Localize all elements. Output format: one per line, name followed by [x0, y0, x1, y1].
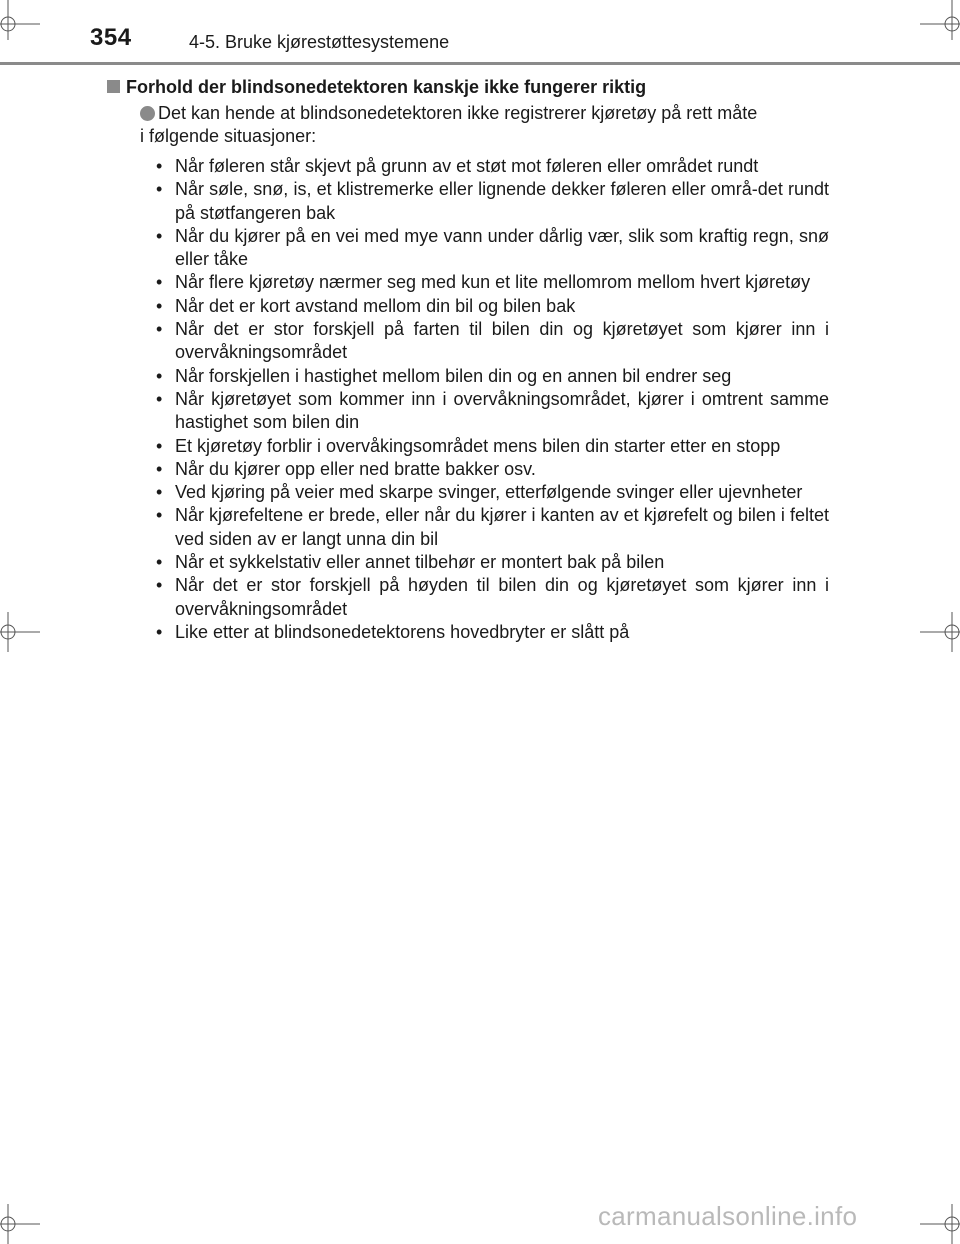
list-item: • Når du kjører opp eller ned bratte bakker osv. — [154, 458, 829, 481]
square-bullet-icon — [107, 80, 120, 93]
section-heading-text: Forhold der blindsonedetektoren kanskje ikke fungerer riktig — [126, 77, 647, 97]
crop-mark-mid-left — [0, 612, 40, 652]
page-number: 354 — [90, 24, 132, 51]
chapter-title: 4-5. Bruke kjørestøttesystemene — [189, 32, 450, 52]
list-item: • Når forskjellen i hastighet mellom bilen din og en annen bil endrer seg — [154, 365, 829, 388]
circle-bullet-icon — [140, 106, 155, 121]
list-item: • Når det er stor forskjell på høyden til bilen din og kjøretøyet som kjører inn i overvåkningsområdet — [154, 574, 829, 621]
header-divider — [0, 62, 960, 65]
intro-paragraph — [140, 102, 830, 148]
list-item: • Når du kjører på en vei med mye vann under dårlig vær, slik som kraftig regn, snø eller tåke — [154, 225, 829, 272]
crop-mark-mid-right — [920, 612, 960, 652]
list-item: • Når det er kort avstand mellom din bil og bilen bak — [154, 295, 829, 318]
list-item: • Like etter at blindsonedetektorens hovedbryter er slått på — [154, 621, 829, 644]
list-item: • Når et sykkelstativ eller annet tilbehør er montert bak på bilen — [154, 551, 829, 574]
intro-line-1: Det kan hende at blindsonedetektoren ikke registrerer kjøretøy på rett måte — [158, 103, 758, 123]
list-item: • Ved kjøring på veier med skarpe svinger, etterfølgende svinger eller ujevnheter — [154, 481, 829, 504]
crop-mark-top-left — [0, 0, 40, 40]
list-item: • Når flere kjøretøy nærmer seg med kun et lite mellomrom mellom hvert kjøretøy — [154, 271, 829, 294]
list-item: • Når føleren står skjevt på grunn av et støt mot føleren eller området rundt — [154, 155, 829, 178]
condition-list — [154, 155, 829, 644]
section-heading — [107, 75, 847, 99]
list-item: • Når det er stor forskjell på farten til bilen din og kjøretøyet som kjører inn i overvåkningsområdet — [154, 318, 829, 365]
list-item: • Når søle, snø, is, et klistremerke eller lignende dekker føleren eller områ-det rundt på støtfangeren bak — [154, 178, 829, 225]
crop-mark-bottom-right — [920, 1204, 960, 1244]
list-item: • Når kjørefeltene er brede, eller når du kjører i kanten av et kjørefelt og bilen i feltet ved siden av er langt unna din bil — [154, 504, 829, 551]
crop-mark-bottom-left — [0, 1204, 40, 1244]
watermark: carmanualsonline.info — [598, 1201, 858, 1231]
crop-mark-top-right — [920, 0, 960, 40]
list-item: • Et kjøretøy forblir i overvåkingsområdet mens bilen din starter etter en stopp — [154, 435, 829, 458]
list-item: • Når kjøretøyet som kommer inn i overvåkningsområdet, kjører i omtrent samme hastighet som bilen din — [154, 388, 829, 435]
intro-line-2: i følgende situasjoner: — [140, 126, 317, 146]
